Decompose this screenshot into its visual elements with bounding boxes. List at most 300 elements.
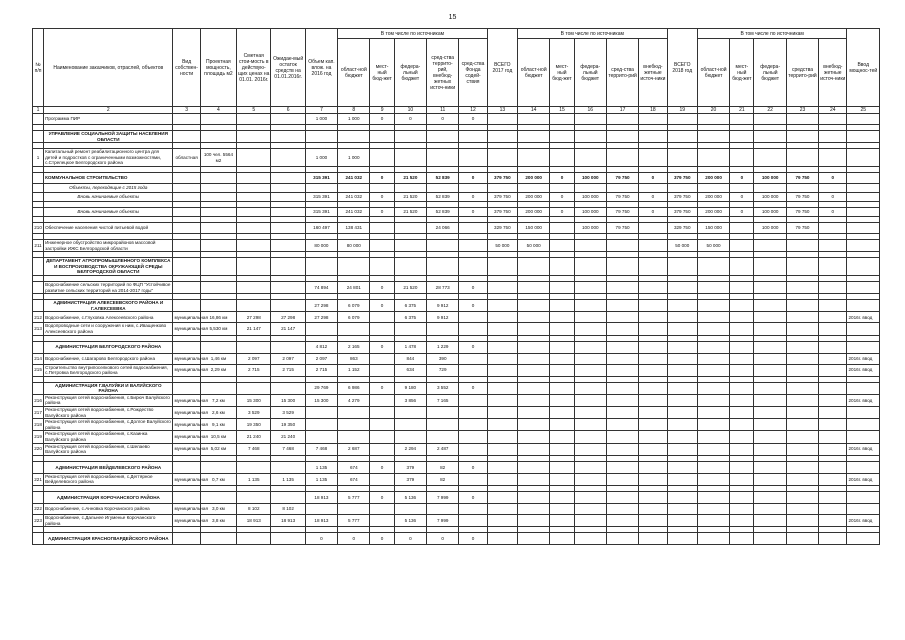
cell: 0 <box>459 382 487 394</box>
row-number: 223 <box>33 515 44 527</box>
cell <box>550 461 574 473</box>
value-cell <box>639 419 667 431</box>
cell <box>606 533 638 545</box>
value-cell: 100 000 <box>754 222 786 233</box>
cell <box>173 300 200 312</box>
cell <box>487 533 517 545</box>
cell: 0 <box>338 533 370 545</box>
value-cell <box>639 364 667 376</box>
value-cell <box>459 222 487 233</box>
cell <box>730 492 754 504</box>
header-2017-territories: сред-ства террито-рий <box>606 39 638 107</box>
value-cell <box>667 407 697 419</box>
value-cell <box>370 473 394 485</box>
column-number: 19 <box>667 107 697 114</box>
value-cell <box>786 239 818 251</box>
value-cell: 27 298 <box>305 312 337 323</box>
row-number: 221 <box>33 473 44 485</box>
value-cell <box>574 364 606 376</box>
value-cell <box>271 281 305 293</box>
value-cell <box>394 183 426 192</box>
cell <box>574 131 606 143</box>
cell <box>574 258 606 276</box>
value-cell <box>237 207 271 216</box>
value-cell <box>518 407 550 419</box>
section-title: ДЕПАРТАМЕНТ АГРОПРОМЫШЛЕННОГО КОМПЛЕКСА И ВОСПРОИЗВОДСТВА ОКРУЖАЮЩЕЙ СРЕДЫ БЕЛГОРОДСКОЙ ОБЛАСТИ <box>44 258 173 276</box>
value-cell <box>730 431 754 443</box>
cell <box>33 382 44 394</box>
value-cell: 5,530 км <box>200 323 236 335</box>
cell: 0 <box>459 461 487 473</box>
value-cell <box>639 431 667 443</box>
cell <box>819 533 847 545</box>
cell <box>754 533 786 545</box>
value-cell: 3 529 <box>237 407 271 419</box>
value-cell <box>305 431 337 443</box>
value-cell <box>730 149 754 167</box>
value-cell: 100 000 <box>754 192 786 201</box>
value-cell <box>550 222 574 233</box>
cell: 0 <box>459 533 487 545</box>
value-cell <box>271 207 305 216</box>
value-cell: 0 <box>459 114 487 125</box>
value-cell: 329 750 <box>667 222 697 233</box>
value-cell <box>786 515 818 527</box>
row-number <box>33 207 44 216</box>
value-cell: 1 000 <box>305 149 337 167</box>
cell <box>173 382 200 394</box>
column-number: 22 <box>754 107 786 114</box>
cell <box>173 131 200 143</box>
cell <box>754 492 786 504</box>
value-cell <box>667 364 697 376</box>
commissioning-note: 2016г. ввод <box>847 312 880 323</box>
value-cell <box>819 515 847 527</box>
cell: 0 <box>459 300 487 312</box>
value-cell: 0 <box>459 281 487 293</box>
cell: 0 <box>370 492 394 504</box>
cell <box>33 258 44 276</box>
object-name: Водоснабжение, с.Шагарово Белгородского района <box>44 353 173 364</box>
cell <box>639 382 667 394</box>
value-cell <box>786 281 818 293</box>
value-cell: 0 <box>459 172 487 183</box>
value-cell <box>730 183 754 192</box>
cell <box>550 131 574 143</box>
value-cell <box>305 419 337 431</box>
value-cell <box>338 431 370 443</box>
value-cell: 52 839 <box>427 207 459 216</box>
cell: 1 229 <box>427 341 459 353</box>
cell <box>819 258 847 276</box>
commissioning-note <box>847 431 880 443</box>
value-cell <box>459 515 487 527</box>
value-cell <box>754 407 786 419</box>
value-cell <box>173 172 200 183</box>
cell <box>550 533 574 545</box>
section-row <box>33 533 880 545</box>
value-cell: 4 279 <box>338 394 370 406</box>
header-2018-federal: федера-льный бюджет <box>754 39 786 107</box>
value-cell <box>754 323 786 335</box>
value-cell <box>487 323 517 335</box>
page-number: 15 <box>448 14 457 21</box>
value-cell <box>459 149 487 167</box>
object-name: Реконструкция сетей водоснабжения, с.Бирюч Валуйского района <box>44 394 173 406</box>
value-cell: 6 375 <box>394 312 426 323</box>
cell <box>847 382 880 394</box>
section-row <box>33 131 880 143</box>
value-cell <box>518 364 550 376</box>
value-cell: 3,8 км <box>200 515 236 527</box>
value-cell: 315 391 <box>305 207 337 216</box>
cell <box>847 131 880 143</box>
table-row <box>33 222 880 233</box>
value-cell <box>370 515 394 527</box>
cell: 9 180 <box>394 382 426 394</box>
commissioning-note: 2016г. ввод <box>847 364 880 376</box>
row-number: 210 <box>33 222 44 233</box>
cell <box>518 258 550 276</box>
value-cell <box>730 504 754 515</box>
value-cell: 100 000 <box>574 222 606 233</box>
cell <box>697 492 729 504</box>
value-cell <box>518 504 550 515</box>
cell <box>697 461 729 473</box>
cell: 674 <box>338 461 370 473</box>
value-cell <box>550 312 574 323</box>
value-cell <box>786 364 818 376</box>
cell <box>550 492 574 504</box>
cell <box>370 258 394 276</box>
value-cell <box>606 281 638 293</box>
value-cell <box>786 394 818 406</box>
value-cell <box>518 114 550 125</box>
header-2017-local: мест-ный бюд-жет <box>550 39 574 107</box>
value-cell: 379 750 <box>667 207 697 216</box>
value-cell: 7 468 <box>237 443 271 455</box>
value-cell <box>639 312 667 323</box>
value-cell <box>574 473 606 485</box>
cell <box>200 382 236 394</box>
value-cell <box>819 114 847 125</box>
value-cell <box>459 407 487 419</box>
cell <box>33 492 44 504</box>
object-name: Реконструкция сетей водоснабжения, с.Дегтярное Вейделевского района <box>44 473 173 485</box>
value-cell <box>370 364 394 376</box>
cell <box>730 300 754 312</box>
cell <box>338 258 370 276</box>
value-cell <box>730 419 754 431</box>
section-title: АДМИНИСТРАЦИЯ Г.ВАЛУЙКИ И ВАЛУЙСКОГО РАЙОНА <box>44 382 173 394</box>
value-cell <box>427 183 459 192</box>
value-cell <box>459 443 487 455</box>
value-cell <box>173 207 200 216</box>
value-cell <box>730 281 754 293</box>
value-cell: 19 350 <box>237 419 271 431</box>
header-commissioning: Ввод мощнос-тей <box>847 29 880 107</box>
value-cell <box>550 281 574 293</box>
table-row <box>33 239 880 251</box>
value-cell <box>730 407 754 419</box>
value-cell <box>550 149 574 167</box>
cell <box>754 258 786 276</box>
value-cell <box>394 239 426 251</box>
value-cell: 0,7 км <box>200 473 236 485</box>
cell <box>459 131 487 143</box>
value-cell <box>667 504 697 515</box>
cell <box>237 461 271 473</box>
cell: 0 <box>394 533 426 545</box>
column-number: 23 <box>786 107 818 114</box>
value-cell <box>606 183 638 192</box>
value-cell <box>394 222 426 233</box>
value-cell: 1 000 <box>305 114 337 125</box>
commissioning-note: 2016г. ввод <box>847 515 880 527</box>
column-number: 9 <box>370 107 394 114</box>
value-cell <box>819 222 847 233</box>
value-cell: 79 750 <box>786 207 818 216</box>
cell: 0 <box>427 533 459 545</box>
cell <box>487 492 517 504</box>
value-cell <box>459 419 487 431</box>
cell <box>786 258 818 276</box>
column-number: 20 <box>697 107 729 114</box>
commissioning-note: 2016г. ввод <box>847 443 880 455</box>
table-row <box>33 281 880 293</box>
header-estimated-cost: Сметная стои-мость в действую-щих ценах на 01.01. 2016г. <box>237 29 271 107</box>
value-cell <box>697 364 729 376</box>
value-cell <box>819 394 847 406</box>
value-cell <box>487 431 517 443</box>
row-number: 219 <box>33 431 44 443</box>
cell: 7 999 <box>427 492 459 504</box>
cell: 1 478 <box>394 341 426 353</box>
cell <box>33 300 44 312</box>
value-cell <box>786 473 818 485</box>
table-row <box>33 473 880 485</box>
column-number: 12 <box>459 107 487 114</box>
value-cell: 79 750 <box>606 222 638 233</box>
cell <box>271 492 305 504</box>
cell <box>697 341 729 353</box>
value-cell: 315 391 <box>305 192 337 201</box>
value-cell: 50 000 <box>667 239 697 251</box>
value-cell: 150 000 <box>518 222 550 233</box>
object-name: Водоснабжение, с.Дальнее Игуменье Корочанского района <box>44 515 173 527</box>
value-cell: областная <box>173 149 200 167</box>
value-cell <box>173 222 200 233</box>
value-cell <box>518 183 550 192</box>
value-cell <box>819 183 847 192</box>
header-2018-local: мест-ный бюд-жет <box>730 39 754 107</box>
value-cell <box>370 312 394 323</box>
table-row <box>33 312 880 323</box>
cell <box>639 492 667 504</box>
commissioning-note <box>847 222 880 233</box>
cell <box>237 341 271 353</box>
section-row <box>33 258 880 276</box>
value-cell <box>667 431 697 443</box>
cell <box>730 131 754 143</box>
column-number: 5 <box>237 107 271 114</box>
value-cell <box>606 504 638 515</box>
value-cell: 1 135 <box>237 473 271 485</box>
value-cell <box>667 149 697 167</box>
row-number: 216 <box>33 394 44 406</box>
cell <box>574 300 606 312</box>
cell <box>518 131 550 143</box>
value-cell: 2 487 <box>427 443 459 455</box>
cell <box>786 300 818 312</box>
value-cell <box>487 364 517 376</box>
value-cell <box>550 515 574 527</box>
value-cell <box>200 222 236 233</box>
column-number: 18 <box>639 107 667 114</box>
value-cell <box>786 323 818 335</box>
section-row <box>33 461 880 473</box>
value-cell <box>173 281 200 293</box>
table-row <box>33 207 880 216</box>
value-cell: 0 <box>427 114 459 125</box>
column-number: 16 <box>574 107 606 114</box>
value-cell: 21 147 <box>237 323 271 335</box>
value-cell <box>697 183 729 192</box>
cell <box>730 533 754 545</box>
value-cell <box>459 323 487 335</box>
value-cell <box>518 353 550 364</box>
value-cell: 80 000 <box>305 239 337 251</box>
value-cell <box>518 394 550 406</box>
value-cell: муниципальная <box>173 394 200 406</box>
cell <box>271 131 305 143</box>
value-cell <box>754 394 786 406</box>
value-cell <box>819 407 847 419</box>
value-cell: муниципальная <box>173 504 200 515</box>
value-cell <box>427 149 459 167</box>
value-cell <box>427 323 459 335</box>
value-cell: 5 136 <box>394 515 426 527</box>
value-cell <box>394 407 426 419</box>
value-cell: муниципальная <box>173 407 200 419</box>
value-cell <box>639 515 667 527</box>
cell <box>518 300 550 312</box>
value-cell: 100 000 <box>574 172 606 183</box>
cell: 379 <box>394 461 426 473</box>
row-number: 212 <box>33 312 44 323</box>
cell <box>606 382 638 394</box>
value-cell <box>786 312 818 323</box>
value-cell <box>487 183 517 192</box>
value-cell <box>667 183 697 192</box>
value-cell: 100 000 <box>754 172 786 183</box>
value-cell: 24 801 <box>338 281 370 293</box>
cell <box>667 382 697 394</box>
value-cell: 0 <box>550 172 574 183</box>
commissioning-note <box>847 149 880 167</box>
value-cell <box>730 443 754 455</box>
value-cell: 15 300 <box>305 394 337 406</box>
cell <box>786 131 818 143</box>
object-name: Водоснабжение, с.Анновка Корочанского района <box>44 504 173 515</box>
value-cell: 0 <box>730 207 754 216</box>
value-cell <box>370 504 394 515</box>
value-cell: 21 520 <box>394 172 426 183</box>
value-cell <box>574 353 606 364</box>
value-cell: 0 <box>730 172 754 183</box>
value-cell <box>200 192 236 201</box>
value-cell <box>237 183 271 192</box>
value-cell: 52 839 <box>427 172 459 183</box>
value-cell <box>606 473 638 485</box>
value-cell <box>754 443 786 455</box>
value-cell <box>271 239 305 251</box>
value-cell <box>173 239 200 251</box>
value-cell <box>550 183 574 192</box>
value-cell <box>518 473 550 485</box>
cell <box>237 300 271 312</box>
cell: 9 912 <box>427 300 459 312</box>
value-cell <box>730 323 754 335</box>
cell <box>271 258 305 276</box>
value-cell <box>370 149 394 167</box>
value-cell: 241 032 <box>338 172 370 183</box>
cell <box>639 341 667 353</box>
cell <box>697 131 729 143</box>
value-cell <box>427 407 459 419</box>
value-cell <box>200 114 236 125</box>
value-cell: 2 715 <box>271 364 305 376</box>
value-cell <box>305 407 337 419</box>
row-number <box>33 114 44 125</box>
value-cell: муниципальная <box>173 515 200 527</box>
header-2016-federal: федера-льный бюджет <box>394 39 426 107</box>
header-total-2018: ВСЕГО 2018 год <box>667 29 697 107</box>
value-cell <box>697 515 729 527</box>
value-cell: 27 298 <box>237 312 271 323</box>
header-expected-balance: Ожидае-мый остаток средств на 01.01.2016г. <box>271 29 305 107</box>
value-cell <box>754 473 786 485</box>
value-cell <box>338 183 370 192</box>
cell <box>847 341 880 353</box>
value-cell <box>487 281 517 293</box>
value-cell <box>574 394 606 406</box>
value-cell <box>550 323 574 335</box>
value-cell <box>730 312 754 323</box>
cell <box>697 300 729 312</box>
value-cell <box>338 407 370 419</box>
commissioning-note <box>847 114 880 125</box>
value-cell <box>200 207 236 216</box>
value-cell: 15 300 <box>271 394 305 406</box>
value-cell <box>730 353 754 364</box>
table-row <box>33 431 880 443</box>
cell <box>819 461 847 473</box>
value-cell: 21 520 <box>394 192 426 201</box>
value-cell: 2 097 <box>237 353 271 364</box>
section-title: УПРАВЛЕНИЕ СОЦИАЛЬНОЙ ЗАЩИТЫ НАСЕЛЕНИЯ ОБЛАСТИ <box>44 131 173 143</box>
value-cell: 74 894 <box>305 281 337 293</box>
cell <box>606 258 638 276</box>
value-cell <box>338 323 370 335</box>
value-cell: 50 000 <box>487 239 517 251</box>
value-cell <box>459 239 487 251</box>
cell <box>730 461 754 473</box>
value-cell <box>667 114 697 125</box>
value-cell <box>427 239 459 251</box>
cell: 0 <box>370 382 394 394</box>
cell <box>33 131 44 143</box>
